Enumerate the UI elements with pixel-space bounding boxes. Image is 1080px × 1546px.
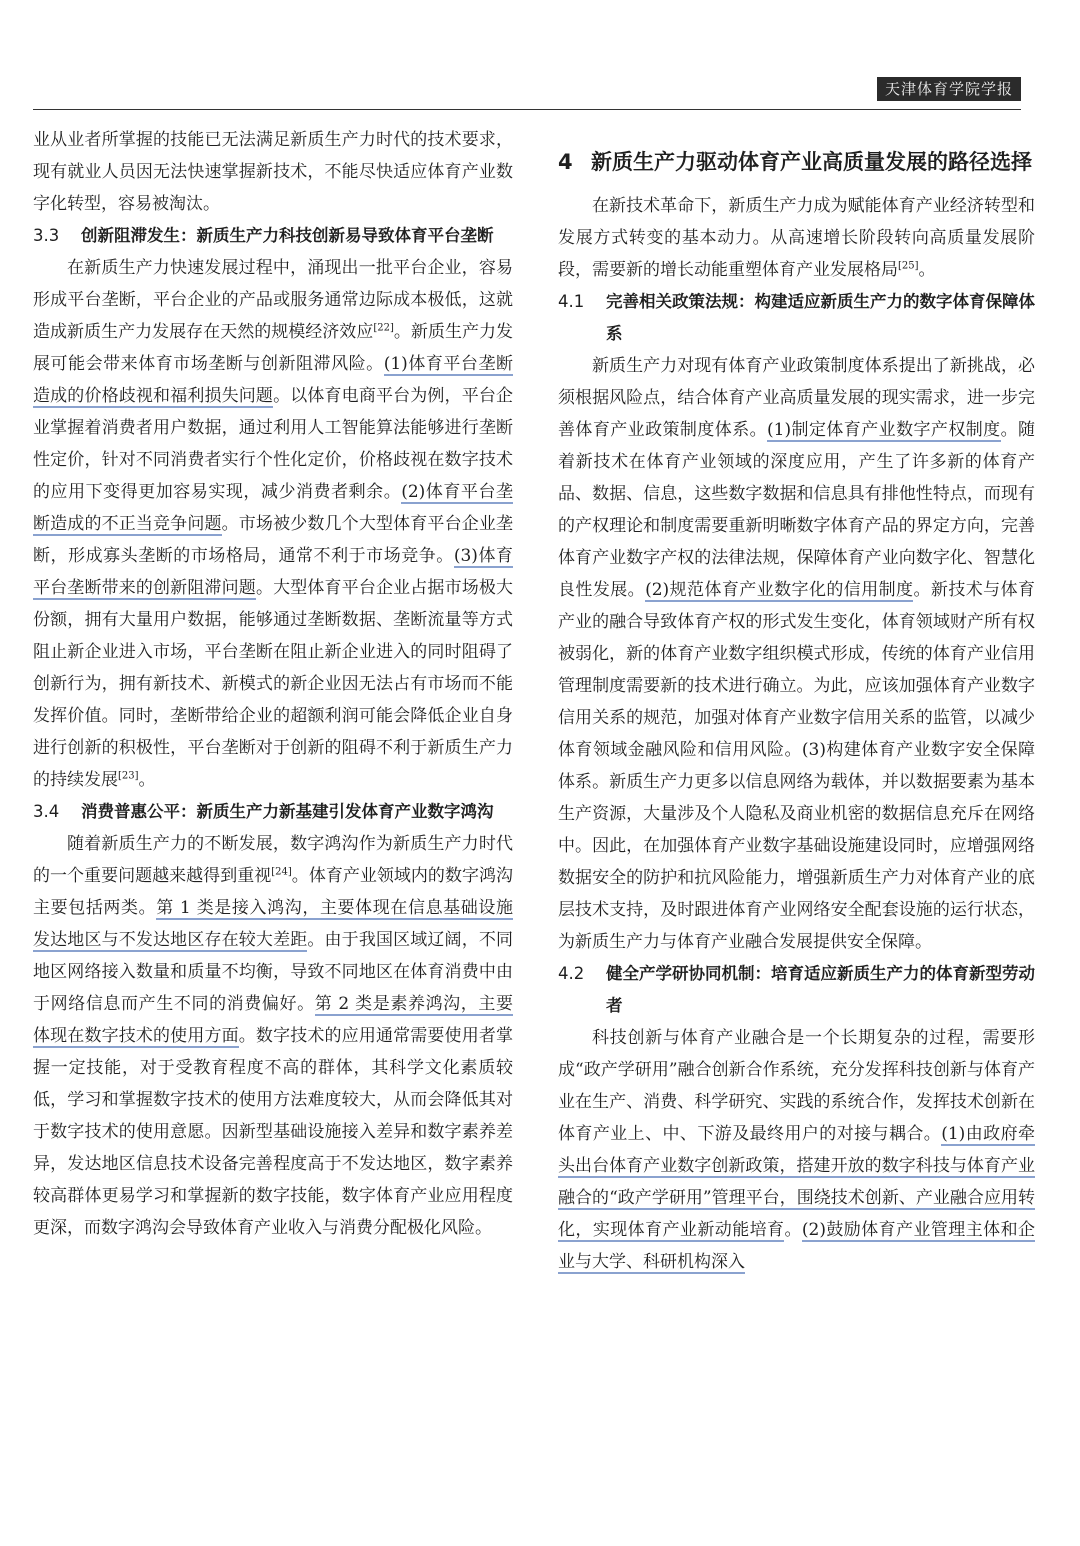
text-run: 。随着新技术在体育产业领域的深度应用，产生了许多新的体育产品、数据、信息，这些数字数据和信息具有排他性特点，而现有的产权理论和制度需要重新明晰数字体育产品的界定方向，完善体育产业数字产权的法律法规，保障体育产业向数字化、智慧化良性发展。 (558, 420, 1036, 600)
text-run: 。 (918, 260, 936, 280)
section-title: 新质生产力驱动体育产业高质量发展的路径选择 (591, 150, 1032, 174)
section-number: 3.3 (33, 226, 60, 245)
text-run: 。新技术与体育产业的融合导致体育产权的形式发生变化，体育领域财产所有权被弱化，新的体育产业数字组织模式形成，传统的体育产业信用管理制度需要新的技术进行确立。为此，应该加强体育产业数字信用关系的规范，加强对体育产业数字信用关系的监管，以减少体育领域金融风险和信用风险。(3)构建体育产业数字安全保障体系。新质生产力更多以信息网络为载体，并以数据要素为基本生产资源，大量涉及个人隐私及商业机密的数据信息充斥在网络中。因此，在加强体育产业数字基础设施建设同时，应增强网络数据安全的防护和抗风险能力，增强新质生产力对体育产业的底层技术支持，及时跟进体育产业网络安全配套设施的运行状态，为新质生产力与体育产业融合发展提供安全保障。 (558, 580, 1036, 952)
citation: [23] (118, 770, 139, 782)
text-run: 在新技术革命下，新质生产力成为赋能体育产业经济转型和发展方式转变的基本动力。从高速增长阶段转向高质量发展阶段，需要新的增长动能重塑体育产业发展格局 (558, 196, 1035, 280)
text-run: 。由于我国区域辽阔，不同地区网络接入数量和质量不均衡，导致不同地区在体育消费中由于网络信息而产生不同的消费偏好。 (33, 930, 514, 1014)
section-number: 4 (558, 150, 573, 174)
paragraph-3-3 (33, 252, 513, 796)
highlighted-text: (2)鼓励体育产业管理主体和企业与大学、科研机构深入 (558, 1220, 1035, 1272)
section-number: 4.2 (558, 964, 585, 983)
text-run: 。以体育电商平台为例，平台企业掌握着消费者用户数据，通过利用人工智能算法能够进行垄断性定价，针对不同消费者实行个性化定价，价格歧视在数字技术的应用下变得更加容易实现，减少消费者剩余。 (33, 386, 514, 502)
text-run: 。新质生产力发展可能会带来体育市场垄断与创新阻滞风险。 (33, 322, 514, 374)
section-title: 消费普惠公平：新质生产力新基建引发体育产业数字鸿沟 (81, 802, 494, 821)
highlighted-text: (1)由政府牵头出台体育产业数字创新政策，搭建开放的数字科技与体育产业融合的“政产学研用”管理平台，围绕技术创新、产业融合应用转化，实现体育产业新动能培育 (558, 1124, 1035, 1240)
text-run: 科技创新与体育产业融合是一个长期复杂的过程，需要形成“政产学研用”融合创新合作系统，充分发挥科技创新与体育产业在生产、消费、科学研究、实践的系统合作，发挥技术创新在体育产业上、中、下游及最终用户的对接与耦合。 (558, 1028, 1035, 1144)
section-heading-4-2 (558, 958, 1035, 1022)
highlighted-text: (1)制定体育产业数字产权制度 (767, 420, 1001, 440)
text-run: 。体育产业领域内的数字鸿沟主要包括两类。 (33, 866, 514, 918)
citation: [25] (898, 260, 919, 272)
journal-name-tag: 天津体育学院学报 (877, 77, 1021, 101)
text-run: 。大型体育平台企业占据市场极大份额，拥有大量用户数据，能够通过垄断数据、垄断流量等方式阻止新企业进入市场，平台垄断在阻止新企业进入的同时阻碍了创新行为，拥有新技术、新模式的新企业因无法占有市场而不能发挥价值。同时，垄断带给企业的超额利润可能会降低企业自身进行创新的积极性，平台垄断对于创新的阻碍不利于新质生产力的持续发展 (33, 578, 514, 790)
paragraph-4-1 (558, 350, 1035, 958)
highlighted-text: 第 1 类是接入鸿沟，主要体现在信息基础设施发达地区与不发达地区存在较大差距 (33, 898, 514, 950)
text-run: 随着新质生产力的不断发展，数字鸿沟作为新质生产力时代的一个重要问题越来越得到重视 (33, 834, 513, 886)
text-run: 在新质生产力快速发展过程中，涌现出一批平台企业，容易形成平台垄断，平台企业的产品或服务通常边际成本极低，这就造成新质生产力发展存在天然的规模经济效应 (33, 258, 513, 342)
section-heading-4-1 (558, 286, 1035, 350)
header-rule (33, 109, 1021, 110)
paragraph-4-2 (558, 1022, 1035, 1278)
section-number: 4.1 (558, 292, 585, 311)
section-title: 健全产学研协同机制：培育适应新质生产力的体育新型劳动者 (606, 964, 1035, 1015)
section-heading-4 (558, 146, 1035, 178)
text-run: 。市场被少数几个大型体育平台企业垄断，形成寡头垄断的市场格局，通常不利于市场竞争。 (33, 514, 514, 566)
highlighted-text: (2)体育平台垄断造成的不正当竞争问题 (33, 482, 513, 534)
citation: [24] (271, 866, 292, 878)
section-number: 3.4 (33, 802, 60, 821)
paragraph-continued: 业从业者所掌握的技能已无法满足新质生产力时代的技术要求，现有就业人员因无法快速掌握新技术，不能尽快适应体育产业数字化转型，容易被淘汰。 (33, 130, 513, 214)
section-title: 创新阻滞发生：新质生产力科技创新易导致体育平台垄断 (81, 226, 494, 245)
paragraph-4 (558, 190, 1035, 286)
section-title: 完善相关政策法规：构建适应新质生产力的数字体育保障体系 (606, 292, 1035, 343)
section-heading-3-4 (33, 796, 513, 828)
highlighted-text: 第 2 类是素养鸿沟，主要体现在数字技术的使用方面 (33, 994, 513, 1046)
text-run: 新质生产力对现有体育产业政策制度体系提出了新挑战，必须根据风险点，结合体育产业高质量发展的现实需求，进一步完善体育产业政策制度体系。 (558, 356, 1035, 440)
highlighted-text: (3)体育平台垄断带来的创新阻滞问题 (33, 546, 513, 598)
text-run: 。 (138, 770, 156, 790)
text-run: 。数字技术的应用通常需要使用者掌握一定技能，对于受教育程度不高的群体，其科学文化素质较低，学习和掌握数字技术的使用方法难度较大，从而会降低其对于数字技术的使用意愿。因新型基础设施接入差异和数字素养差异，发达地区信息技术设备完善程度高于不发达地区，数字素养较高群体更易学习和掌握新的数字技能，数字体育产业应用程度更深，而数字鸿沟会导致体育产业收入与消费分配极化风险。 (33, 1026, 514, 1238)
right-column (558, 124, 1035, 1278)
left-column (33, 124, 513, 1244)
section-heading-3-3 (33, 220, 513, 252)
citation: [22] (373, 322, 394, 334)
paragraph-3-4 (33, 828, 513, 1244)
highlighted-text: (1)体育平台垄断造成的价格歧视和福利损失问题 (33, 354, 513, 406)
highlighted-text: (2)规范体育产业数字化的信用制度 (645, 580, 914, 600)
text-run: 。 (784, 1220, 802, 1240)
